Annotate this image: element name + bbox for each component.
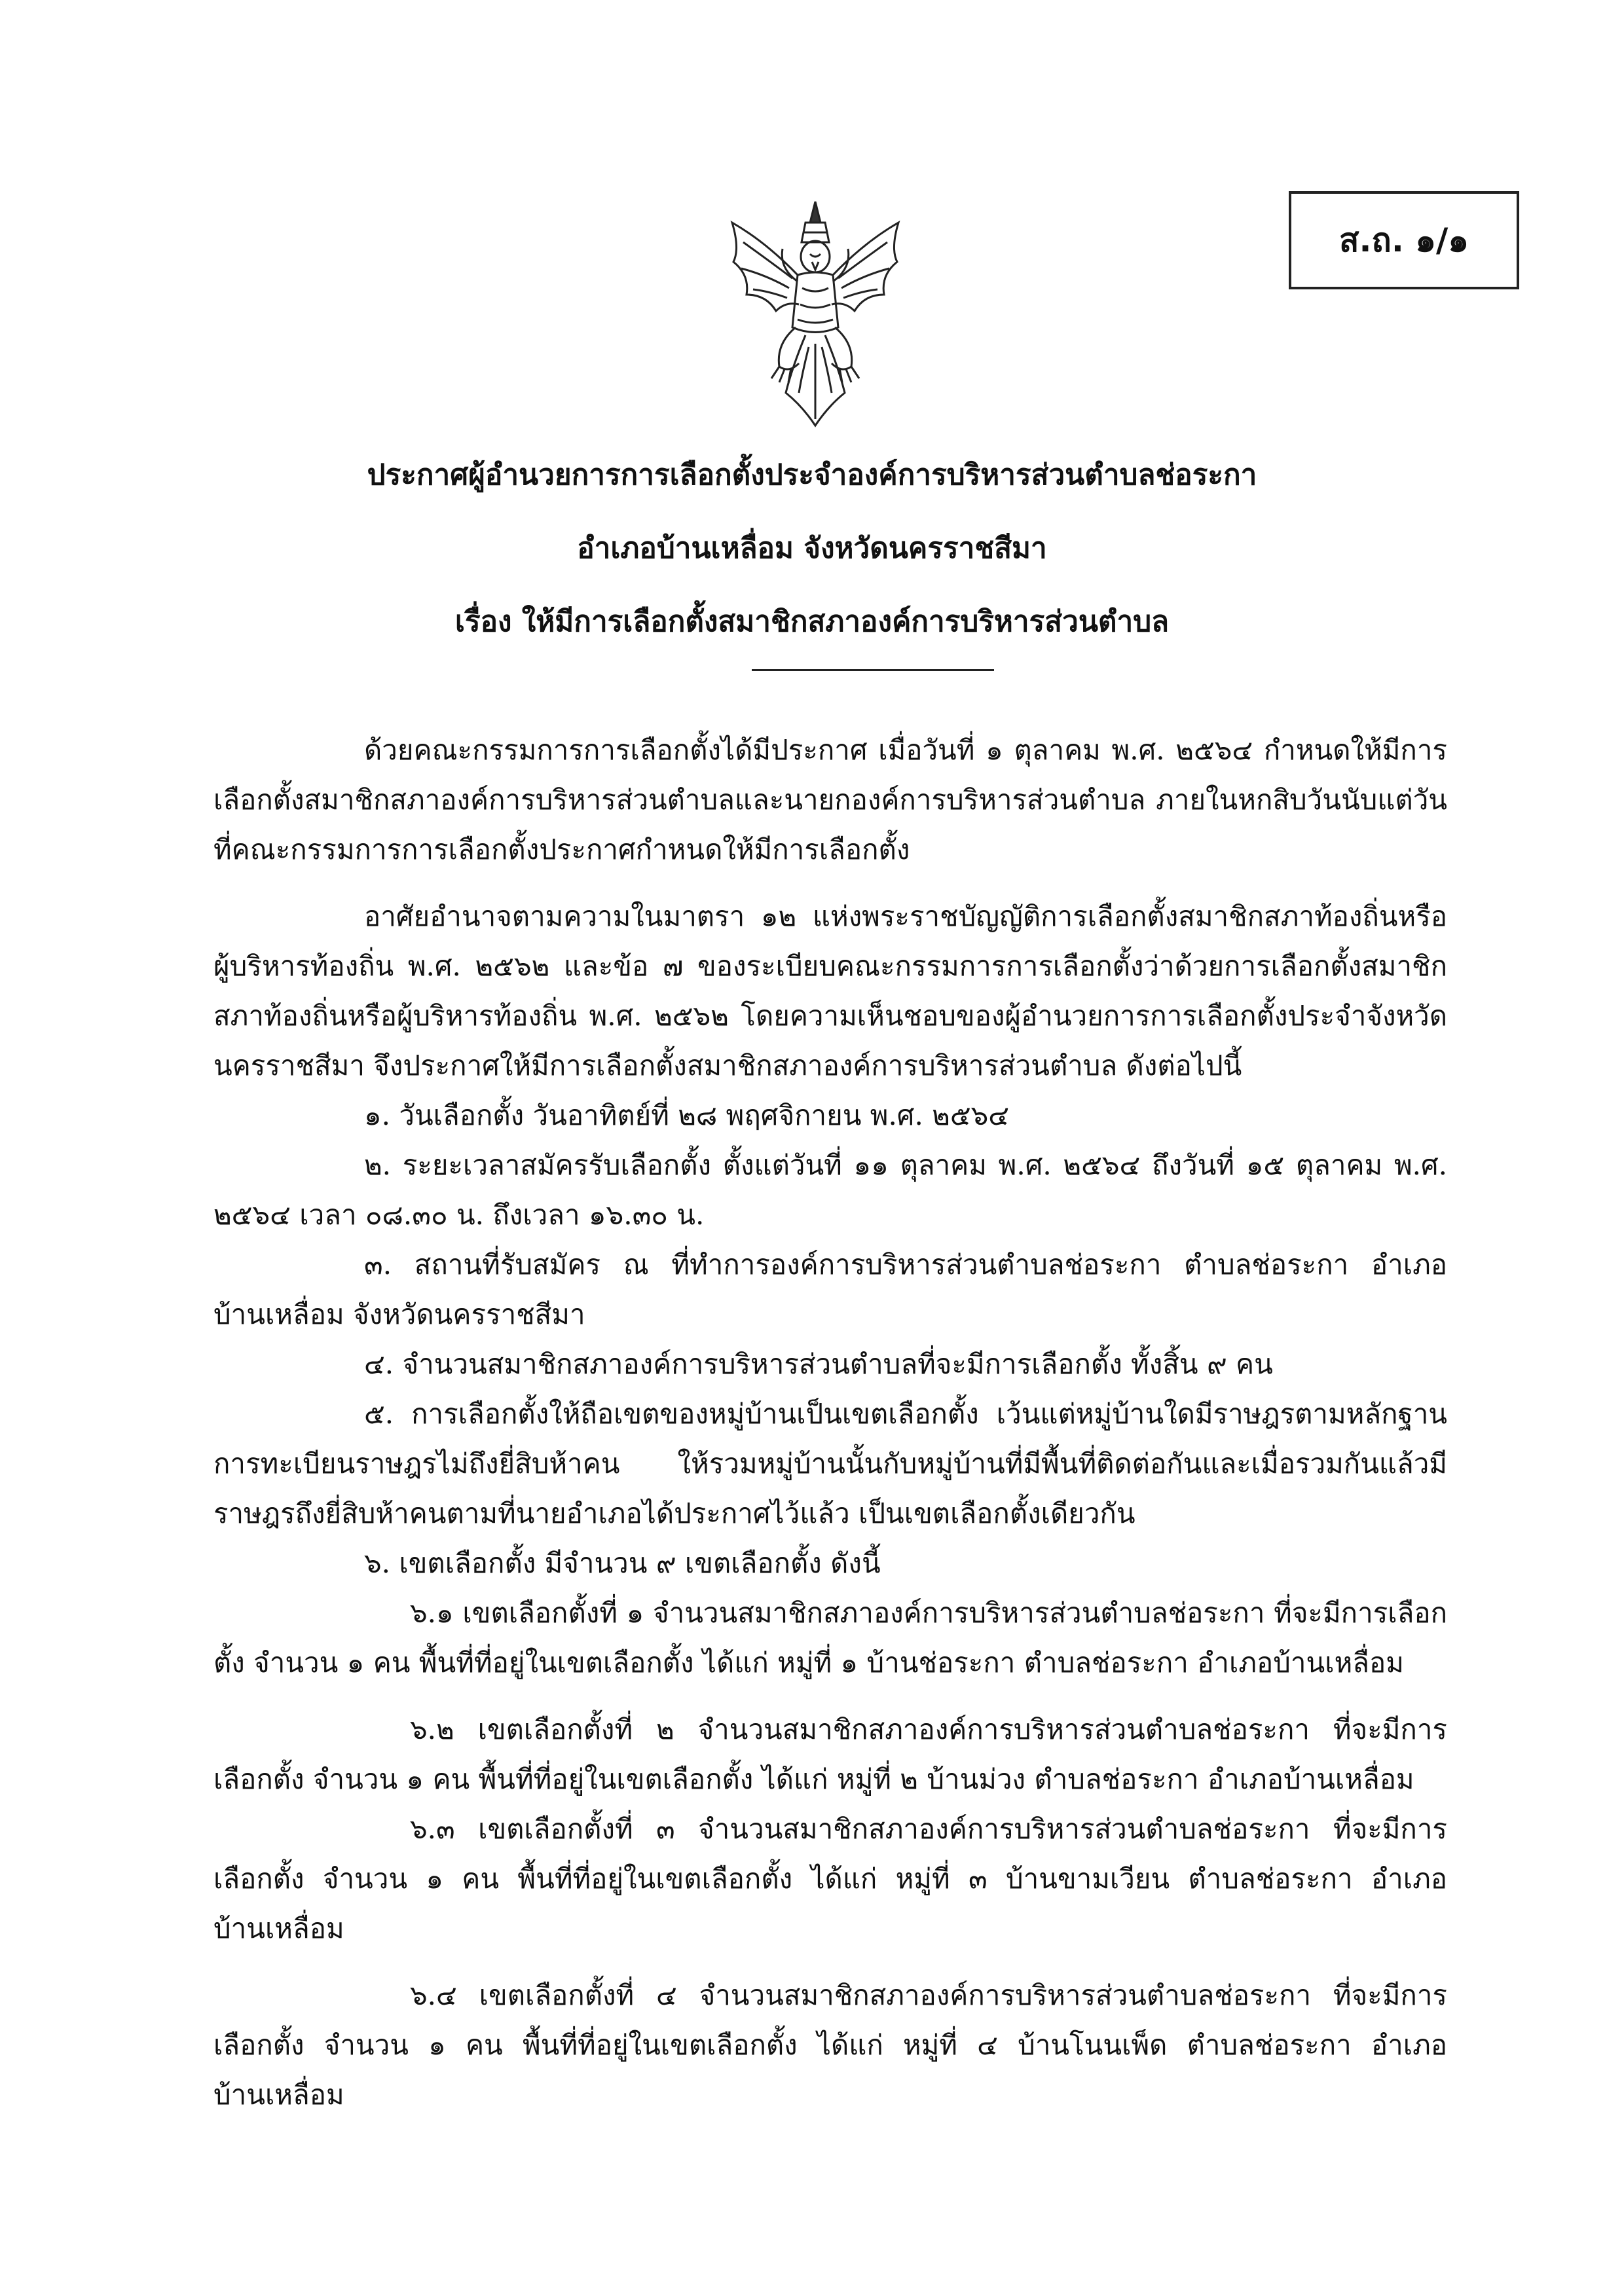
paragraph-authority: อาศัยอำนาจตามความในมาตรา ๑๒ แห่งพระราชบัญญัติการเลือกตั้งสมาชิกสภาท้องถิ่นหรือผู้บริหารท้องถิ่น พ.ศ. ๒๕๖๒ และข้อ ๗ ของระเบียบคณะกรรมการการเลือกตั้งว่าด้วยการเลือกตั้งสมาชิกสภาท้องถิ่นหรือผู้บริหารท้องถิ่น พ.ศ. ๒๕๖๒ โดยความเห็นชอบของผู้อำนวยการการเลือกตั้งประจำจังหวัดนครราชสีมา จึงประกาศให้มีการเลือกตั้งสมาชิกสภาองค์การบริหารส่วนตำบล ดังต่อไปนี้ xyxy=(213,900,1447,1082)
header-title-line1: ประกาศผู้อำนวยการการเลือกตั้งประจำองค์การบริหารส่วนตำบลช่อระกา xyxy=(367,458,1257,492)
item-application-place: ๓. สถานที่รับสมัคร ณ ที่ทำการองค์การบริหารส่วนตำบลช่อระกา ตำบลช่อระกา อำเภอบ้านเหลื่อม จังหวัดนครราชสีมา xyxy=(213,1248,1447,1330)
item-application-period: ๒. ระยะเวลาสมัครรับเลือกตั้ง ตั้งแต่วันที่ ๑๑ ตุลาคม พ.ศ. ๒๕๖๔ ถึงวันที่ ๑๕ ตุลาคม พ.ศ. ๒๕๖๔ เวลา ๐๘.๓๐ น. ถึงเวลา ๑๖.๓๐ น. xyxy=(213,1149,1447,1231)
header-divider xyxy=(752,669,994,671)
header-title-line2: อำเภอบ้านเหลื่อม จังหวัดนครราชสีมา xyxy=(577,532,1047,565)
item-member-count: ๔. จำนวนสมาชิกสภาองค์การบริหารส่วนตำบลที่จะมีการเลือกตั้ง ทั้งสิ้น ๙ คน xyxy=(364,1348,1273,1380)
constituency-1: ๖.๑ เขตเลือกตั้งที่ ๑ จำนวนสมาชิกสภาองค์การบริหารส่วนตำบลช่อระกา ที่จะมีการเลือกตั้ง จำนวน ๑ คน พื้นที่ที่อยู่ในเขตเลือกตั้ง ได้แก่ หมู่ที่ ๑ บ้านช่อระกา ตำบลช่อระกา อำเภอบ้านเหลื่อม xyxy=(213,1597,1447,1679)
constituency-2: ๖.๒ เขตเลือกตั้งที่ ๒ จำนวนสมาชิกสภาองค์การบริหารส่วนตำบลช่อระกา ที่จะมีการเลือกตั้ง จำนวน ๑ คน พื้นที่ที่อยู่ในเขตเลือกตั้ง ได้แก่ หมู่ที่ ๒ บ้านม่วง ตำบลช่อระกา อำเภอบ้านเหลื่อม xyxy=(213,1713,1447,1795)
garuda-emblem-icon xyxy=(714,196,917,432)
item-constituency-rule: ๕. การเลือกตั้งให้ถือเขตของหมู่บ้านเป็นเขตเลือกตั้ง เว้นแต่หมู่บ้านใดมีราษฎรตามหลักฐานการทะเบียนราษฎรไม่ถึงยี่สิบห้าคน ให้รวมหมู่บ้านนั้นกับหมู่บ้านที่มีพื้นที่ติดต่อกันและเมื่อรวมกันแล้วมีราษฎรถึงยี่สิบห้าคนตามที่นายอำเภอได้ประกาศไว้แล้ว เป็นเขตเลือกตั้งเดียวกัน xyxy=(213,1398,1447,1529)
announcement-header xyxy=(223,439,1401,659)
paragraph-preamble: ด้วยคณะกรรมการการเลือกตั้งได้มีประกาศ เมื่อวันที่ ๑ ตุลาคม พ.ศ. ๒๕๖๔ กำหนดให้มีการเลือกตั้งสมาชิกสภาองค์การบริหารส่วนตำบลและนายกองค์การบริหารส่วนตำบล ภายในหกสิบวันนับแต่วันที่คณะกรรมการการเลือกตั้งประกาศกำหนดให้มีการเลือกตั้ง xyxy=(213,734,1447,866)
constituency-4: ๖.๔ เขตเลือกตั้งที่ ๔ จำนวนสมาชิกสภาองค์การบริหารส่วนตำบลช่อระกา ที่จะมีการเลือกตั้ง จำนวน ๑ คน พื้นที่ที่อยู่ในเขตเลือกตั้ง ได้แก่ หมู่ที่ ๔ บ้านโนนเพ็ด ตำบลช่อระกา อำเภอบ้านเหลื่อม xyxy=(213,1979,1447,2111)
header-subject-line: เรื่อง ให้มีการเลือกตั้งสมาชิกสภาองค์การบริหารส่วนตำบล xyxy=(454,605,1170,638)
item-election-date: ๑. วันเลือกตั้ง วันอาทิตย์ที่ ๒๘ พฤศจิกายน พ.ศ. ๒๕๖๔ xyxy=(364,1099,1010,1131)
form-code-box xyxy=(1289,191,1519,289)
form-code: ส.ถ. ๑/๑ xyxy=(1339,221,1469,259)
constituency-3: ๖.๓ เขตเลือกตั้งที่ ๓ จำนวนสมาชิกสภาองค์การบริหารส่วนตำบลช่อระกา ที่จะมีการเลือกตั้ง จำนวน ๑ คน พื้นที่ที่อยู่ในเขตเลือกตั้ง ได้แก่ หมู่ที่ ๓ บ้านขามเวียน ตำบลช่อระกา อำเภอบ้านเหลื่อม xyxy=(213,1813,1447,1944)
item-constituencies: ๖. เขตเลือกตั้ง มีจำนวน ๙ เขตเลือกตั้ง ดังนี้ xyxy=(364,1547,881,1579)
announcement-body xyxy=(213,725,1447,2120)
